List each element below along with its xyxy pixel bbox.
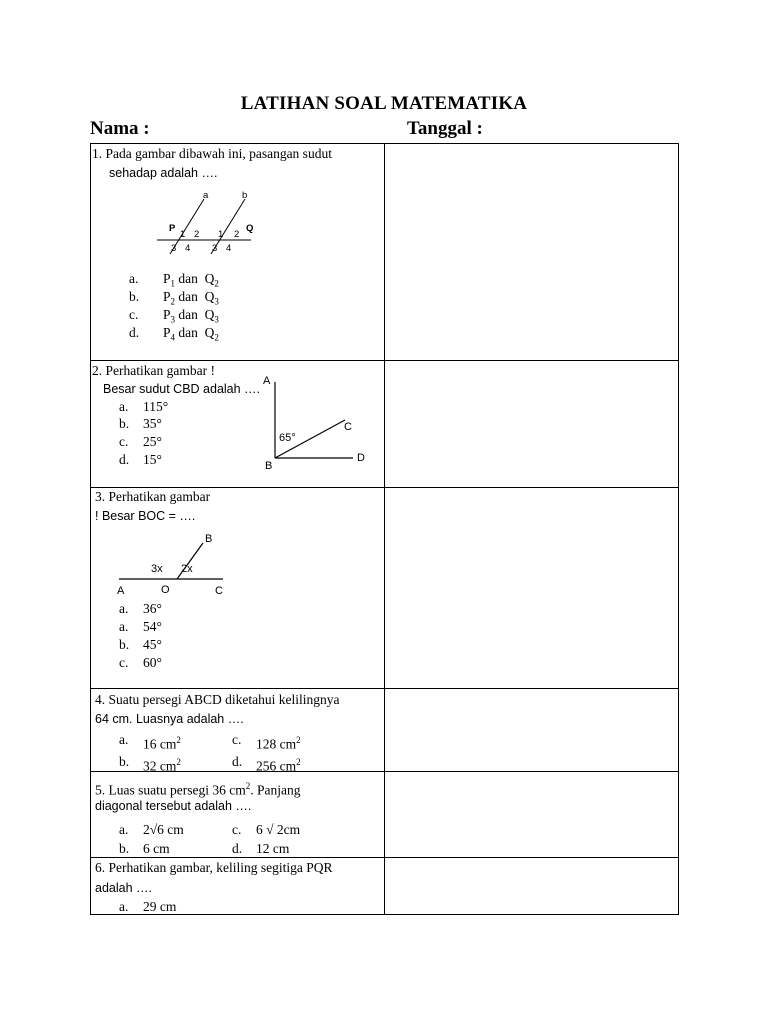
q4-option-c[interactable]: c. 128 $cm^2$	[232, 732, 301, 752]
q4-option-d[interactable]: d. 256 $cm^2$	[232, 754, 301, 774]
answer-cell-6[interactable]	[385, 858, 679, 915]
q1-angle-q4: 4	[226, 243, 232, 254]
q2-option-a[interactable]: a. 115°	[119, 399, 169, 414]
q2-option-d[interactable]: d. 15°	[119, 452, 162, 467]
q3-option-3[interactable]: b. 45°	[119, 637, 162, 652]
q3-line1: 3. Perhatikan gambar	[95, 489, 211, 504]
q6-line2: adalah ….	[95, 881, 152, 895]
q5-line1: 5. Luas suatu persegi 36 $cm^2$. Panjang	[95, 781, 301, 798]
q1-option-c[interactable]: c. $P_3$ dan $Q_3$	[129, 307, 219, 325]
q1-label-q: Q	[246, 223, 254, 234]
tanggal-label: Tanggal :	[407, 118, 483, 139]
question-table	[90, 143, 679, 915]
q4-option-a[interactable]: a. 16 $cm^2$	[119, 732, 181, 752]
q5-line2: diagonal tersebut adalah ….	[95, 799, 252, 813]
q1-angle-p2: 2	[194, 229, 200, 240]
q3-line2: ! Besar BOC = ….	[95, 509, 196, 523]
q2-label-d: D	[357, 452, 365, 464]
q2-label-b: B	[265, 460, 273, 472]
q5-option-a[interactable]: a. 2√6 cm	[119, 822, 184, 837]
answer-cell-4[interactable]	[385, 689, 679, 771]
q2-figure	[261, 372, 371, 472]
q1-option-d[interactable]: d. $P_4$ dan $Q_2$	[129, 325, 219, 343]
q1-option-a[interactable]: a. $P_1$ dan $Q_2$	[129, 271, 219, 289]
q1-angle-p3: 3	[171, 243, 177, 254]
q1-angle-p1: 1	[180, 229, 186, 240]
q3-angle-left: 3x	[151, 563, 163, 575]
answer-cell-5[interactable]	[385, 772, 679, 857]
q3-label-o: O	[161, 584, 170, 596]
q3-option-4[interactable]: c. 60°	[119, 655, 162, 670]
q2-label-c: C	[344, 421, 352, 433]
page-title: LATIHAN SOAL MATEMATIKA	[240, 93, 528, 114]
q2-line1: 2. Perhatikan gambar !	[92, 363, 215, 378]
nama-label: Nama :	[90, 118, 150, 139]
q3-option-1[interactable]: a. 36°	[119, 601, 162, 616]
q2-label-a: A	[263, 375, 271, 387]
q1-line2: sehadap adalah ….	[109, 166, 218, 180]
q1-angle-q1: 1	[218, 229, 224, 240]
q1-figure	[151, 188, 261, 258]
q1-label-b: b	[242, 190, 248, 201]
q3-figure	[113, 528, 233, 600]
q4-line2: 64 cm. Luasnya adalah ….	[95, 712, 244, 726]
q6-line1: 6. Perhatikan gambar, keliling segitiga PQR	[95, 860, 333, 875]
q2-line2: Besar sudut CBD adalah ….	[103, 382, 261, 396]
q2-option-c[interactable]: c. 25°	[119, 434, 162, 449]
q5-option-c[interactable]: c. 6 √ 2cm	[232, 822, 301, 837]
q3-angle-right: 2x	[181, 563, 193, 575]
q6-option-a[interactable]: a. 29 cm	[119, 899, 177, 914]
q5-option-d[interactable]: d. 12 cm	[232, 841, 290, 856]
q5-option-b[interactable]: b. 6 cm	[119, 841, 170, 856]
q1-angle-p4: 4	[185, 243, 191, 254]
q4-line1: 4. Suatu persegi ABCD diketahui kelilingnya	[95, 692, 340, 707]
q2-option-b[interactable]: b. 35°	[119, 416, 162, 431]
q3-option-2[interactable]: a. 54°	[119, 619, 162, 634]
q1-option-b[interactable]: b. $P_2$ dan $Q_3$	[129, 289, 219, 307]
q1-angle-q3: 3	[212, 243, 218, 254]
q1-line1: 1. Pada gambar dibawah ini, pasangan sudut	[92, 146, 332, 161]
answer-cell-2[interactable]	[385, 361, 679, 487]
q2-angle-label: 65°	[279, 432, 296, 444]
q3-label-b: B	[205, 533, 213, 545]
q1-angle-q2: 2	[234, 229, 240, 240]
answer-cell-3[interactable]	[385, 488, 679, 688]
q3-label-c: C	[215, 585, 223, 597]
q4-option-b[interactable]: b. 32 $cm^2$	[119, 754, 181, 774]
answer-cell-1[interactable]	[385, 144, 679, 360]
q3-label-a: A	[117, 585, 125, 597]
q1-label-p: P	[169, 223, 176, 234]
q1-label-a: a	[203, 190, 209, 201]
